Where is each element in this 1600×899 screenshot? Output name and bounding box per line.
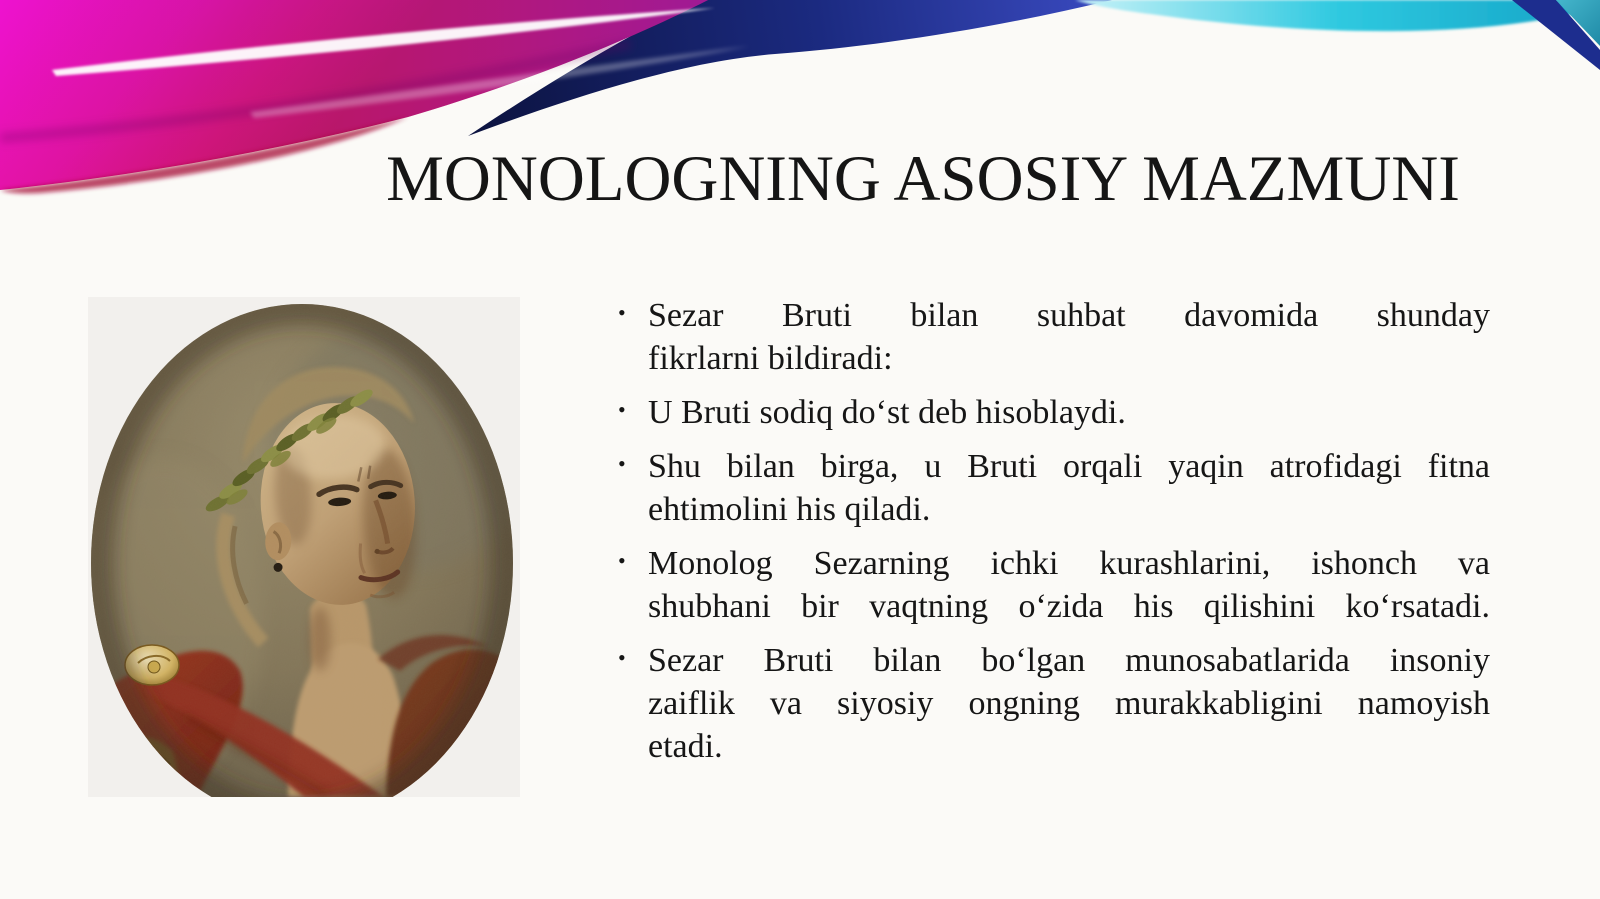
- bullet-text-line: fikrlarni bildiradi:: [648, 340, 893, 377]
- bullet-text-line: Monolog Sezarning ichki kurashlarini, ishonch va: [648, 545, 1490, 582]
- bullet-point-icon: •: [618, 397, 626, 422]
- list-item: [618, 294, 1490, 380]
- slide-title: MONOLOGNING ASOSIY MAZMUNI: [386, 143, 1460, 215]
- bullet-text-line: U Bruti sodiq doʻst deb hisoblaydi.: [648, 394, 1126, 431]
- list-item: [618, 445, 1490, 531]
- list-item: [618, 542, 1490, 628]
- bullet-list: [618, 294, 1490, 779]
- bullet-point-icon: •: [618, 451, 626, 476]
- bullet-point-icon: •: [618, 645, 626, 670]
- bullet-text-line: etadi.: [648, 728, 723, 765]
- bullet-text-line: zaiflik va siyosiy ongning murakkabligini namoyish: [648, 685, 1490, 722]
- bullet-point-icon: •: [618, 300, 626, 325]
- list-item: [618, 639, 1490, 768]
- bullet-text-line: shubhani bir vaqtning oʻzida his qilishini koʻrsatadi.: [648, 588, 1490, 625]
- bullet-point-icon: •: [618, 548, 626, 573]
- bullet-text-line: ehtimolini his qiladi.: [648, 491, 931, 528]
- bullet-text-line: Shu bilan birga, u Bruti orqali yaqin atrofidagi fitna: [648, 448, 1490, 485]
- bullet-text-line: Sezar Bruti bilan boʻlgan munosabatlarida insoniy: [648, 642, 1490, 679]
- caesar-portrait-image: [88, 297, 520, 797]
- bullet-text-line: Sezar Bruti bilan suhbat davomida shunday: [648, 297, 1490, 334]
- list-item: [618, 391, 1490, 434]
